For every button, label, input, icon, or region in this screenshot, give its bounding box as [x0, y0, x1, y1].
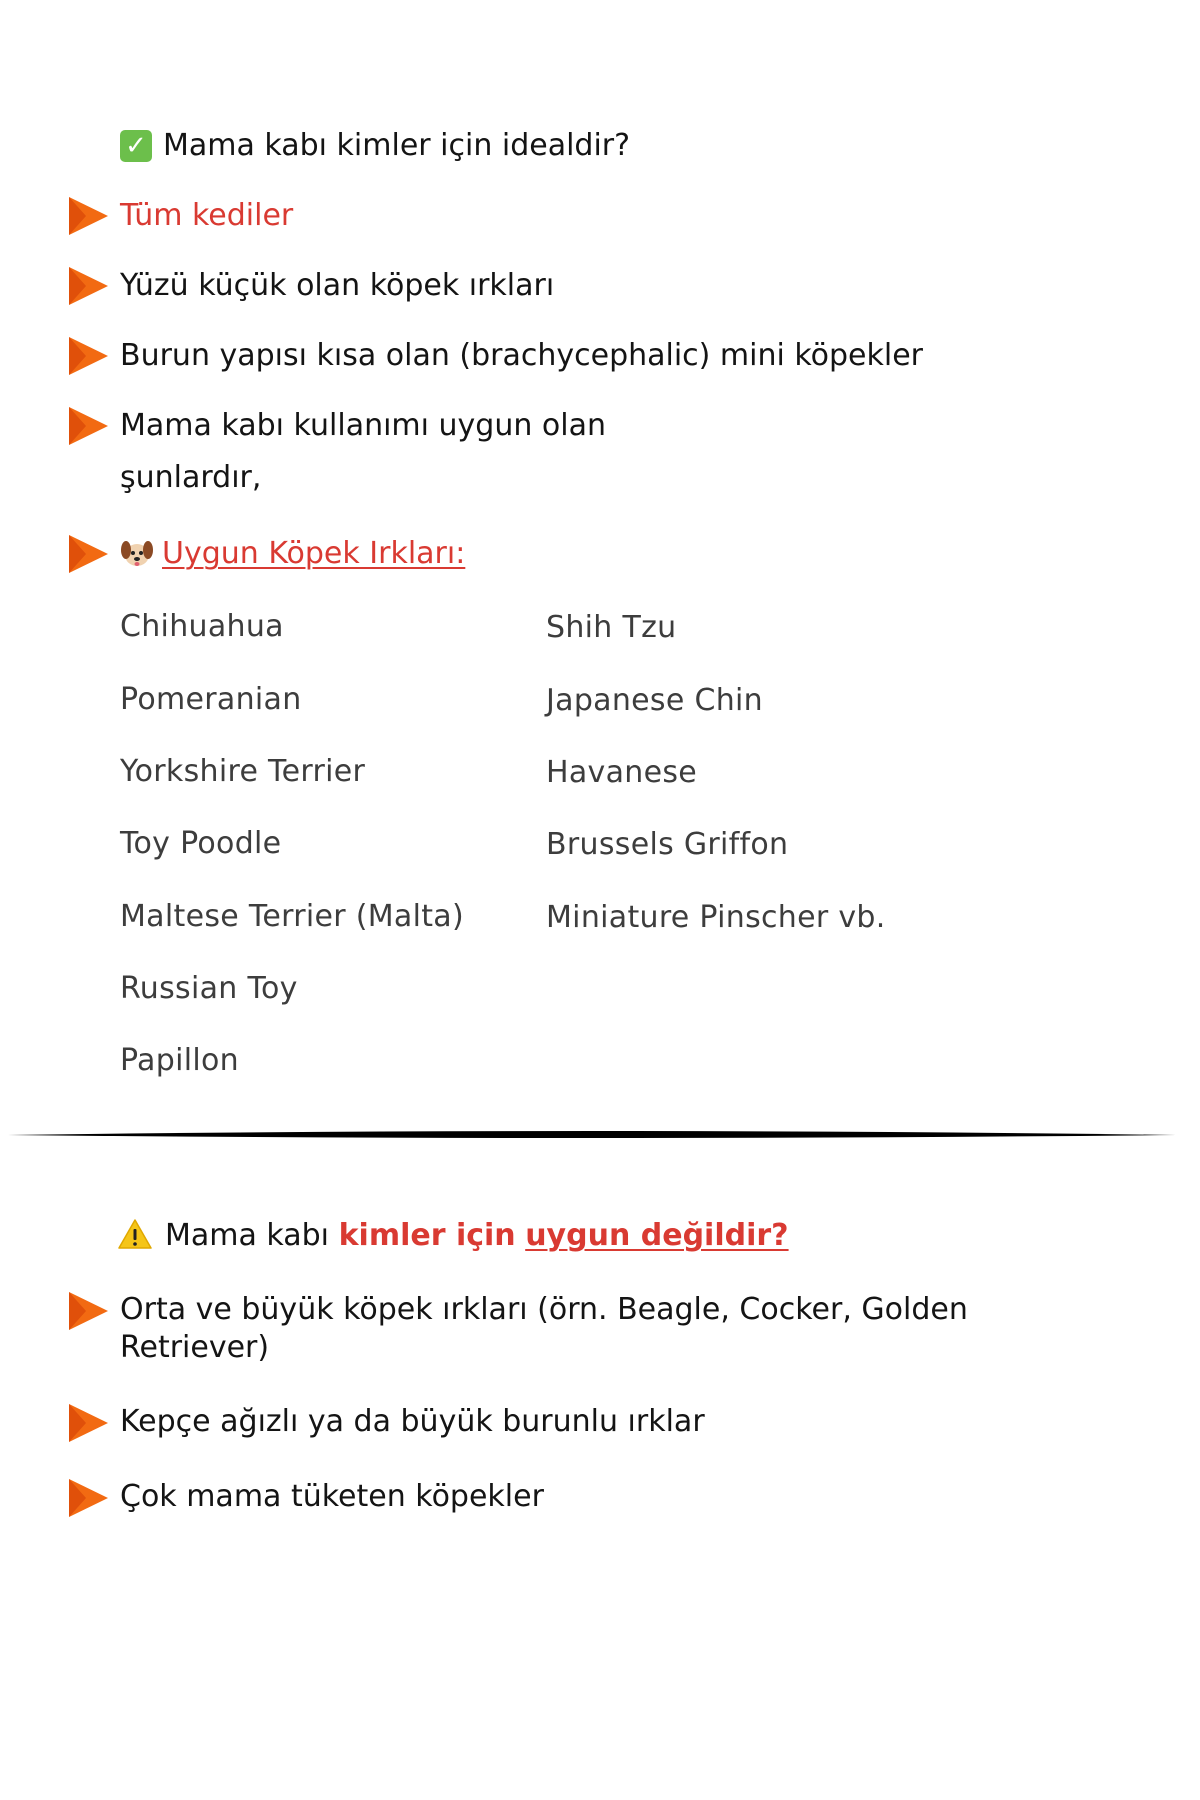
play-arrow-icon — [66, 195, 110, 237]
unsuitable-item-big-nose: Kepçe ağızlı ya da büyük burunlu ırklar — [120, 1404, 705, 1439]
unsuitable-heading-red: kimler için — [338, 1218, 516, 1253]
play-arrow-icon — [66, 335, 110, 377]
suitable-item-brachycephalic: Burun yapısı kısa olan (brachycephalic) mini köpekler — [120, 338, 924, 373]
breed-item: Miniature Pinscher vb. — [546, 900, 886, 935]
play-arrow-icon — [66, 265, 110, 307]
unsuitable-item-large-breeds-line1: Orta ve büyük köpek ırkları (örn. Beagle, Cocker, Golden — [120, 1292, 968, 1327]
breed-item: Yorkshire Terrier — [120, 754, 366, 789]
play-arrow-icon — [66, 405, 110, 447]
check-mark-icon: ✓ — [120, 130, 152, 162]
breeds-link-row — [120, 536, 465, 572]
breeds-link[interactable]: Uygun Köpek Irkları: — [162, 536, 466, 571]
dog-face-icon — [120, 538, 154, 568]
warning-icon — [118, 1218, 152, 1250]
unsuitable-item-large-breeds-line2: Retriever) — [120, 1330, 270, 1365]
breed-item: Shih Tzu — [546, 610, 677, 645]
suitable-item-usage-line1: Mama kabı kullanımı uygun olan — [120, 408, 606, 443]
play-arrow-icon — [66, 1290, 110, 1332]
breed-item: Chihuahua — [120, 609, 284, 644]
play-arrow-icon — [66, 1477, 110, 1519]
unsuitable-heading — [165, 1218, 789, 1254]
breed-item: Maltese Terrier (Malta) — [120, 899, 464, 934]
unsuitable-item-heavy-eaters: Çok mama tüketen köpekler — [120, 1479, 544, 1514]
breed-item: Pomeranian — [120, 682, 302, 717]
breed-item: Brussels Griffon — [546, 827, 789, 862]
unsuitable-heading-link[interactable]: uygun değildir? — [525, 1218, 789, 1253]
breed-item: Japanese Chin — [546, 683, 763, 718]
section-divider — [8, 1130, 1176, 1140]
unsuitable-heading-plain: Mama kabı — [165, 1218, 330, 1253]
suitable-item-usage-line2: şunlardır, — [120, 460, 262, 495]
suitable-item-cats: Tüm kediler — [120, 198, 294, 233]
suitable-item-small-face: Yüzü küçük olan köpek ırkları — [120, 268, 555, 303]
suitable-heading: Mama kabı kimler için idealdir? — [163, 128, 631, 163]
breed-item: Havanese — [546, 755, 698, 790]
breed-item: Papillon — [120, 1043, 239, 1078]
breed-item: Toy Poodle — [120, 826, 282, 861]
play-arrow-icon — [66, 1402, 110, 1444]
breed-item: Russian Toy — [120, 971, 298, 1006]
play-arrow-icon — [66, 533, 110, 575]
